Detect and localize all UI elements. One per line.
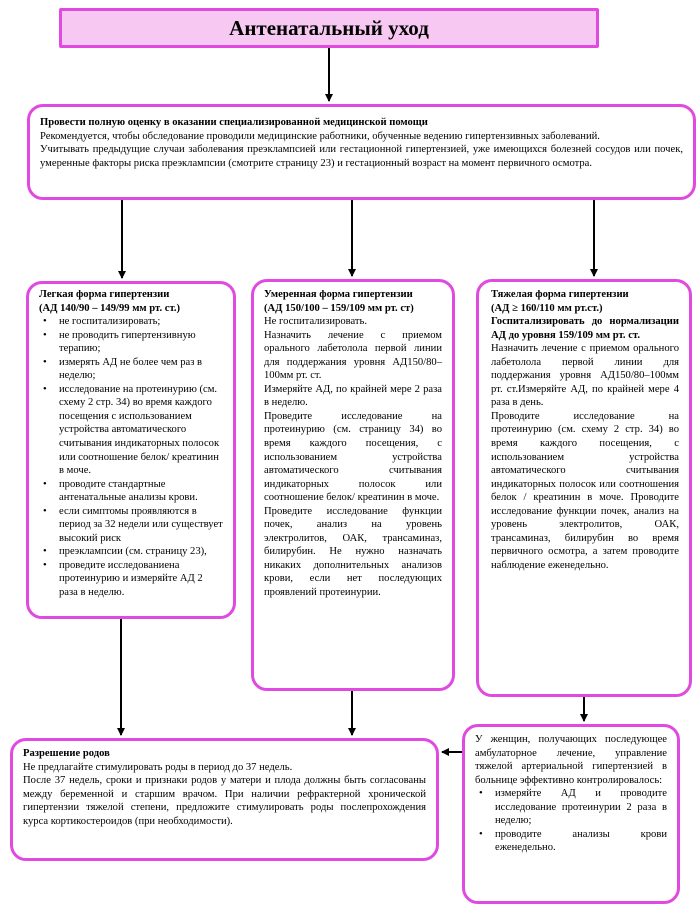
list-item: • измеряйте АД и проводите исследование протеинурии 2 раза в неделю; <box>475 787 667 828</box>
severe-subheading: (АД ≥ 160/110 мм рт.ст.) <box>491 302 603 314</box>
delivery-box <box>10 738 439 861</box>
mild-hypertension-box <box>26 281 236 619</box>
mild-list <box>39 315 223 599</box>
severe-paragraph: Проводите исследование на протеинурию (см. схему 2 стр. 34) во время каждого посещения, с использованием устройства автоматического считывания индикаторных полосок или соотношения белок / креатинин в моче. Проводите исследование функции почек, анализ на уровень электролитов, ОАК, трансаминаз, билирубин во время первичного осмотра, а затем проводите наблюдение еженедельно. <box>491 410 679 571</box>
severe-hypertension-box <box>476 279 692 697</box>
list-item: • измерять АД не более чем раз в неделю; <box>39 356 223 383</box>
severe-hospitalize-text: Госпитализировать до нормализации АД до уровня 159/109 мм рт. ст. <box>491 316 679 341</box>
moderate-paragraph: Назначить лечение с приемом орального лабетолола первой линии для поддержания уровня АД150/80–100мм рт. ст. <box>264 329 442 382</box>
list-item: • не проводить гипертензивную терапию; <box>39 329 223 356</box>
ambulatory-box <box>462 724 680 904</box>
moderate-hypertension-box <box>251 279 455 691</box>
list-item: • если симптомы проявляются в период за 32 недели или существует высокий риск <box>39 505 223 546</box>
list-item: • проводите стандартные антенатальные анализы крови. <box>39 478 223 505</box>
mild-heading: Легкая форма гипертензии <box>39 289 170 300</box>
assessment-line: Рекомендуется, чтобы обследование проводили медицинские работники, обученные ведению гипертензивных заболеваний. <box>40 130 600 142</box>
assessment-line: Учитывать предыдущие случаи заболевания преэклампсией или гестационной гипертензией, уже имеющихся болезней сосудов или почек, умеренные факторы риска преэклампсии (смотрите страницу 23) и гестационный возраст на момент первичного осмотра. <box>40 144 683 169</box>
delivery-paragraph: После 37 недель, сроки и признаки родов у матери и плода должны быть согласованы между беременной и старшим врачом. При наличии рефрактерной хронической гипертензии тяжелой степени, предложите стимулировать роды послепрохождения курса кортикостероидов (при необходимости). <box>23 775 426 827</box>
ambulatory-intro: У женщин, получающих последующее амбулаторное лечение, управление тяжелой артериальной гипертензией в больнице эффективно контролировалось: <box>475 734 667 786</box>
moderate-subheading: (АД 150/100 – 159/109 мм рт. ст) <box>264 302 414 314</box>
assessment-heading: Провести полную оценку в оказании специализированной медицинской помощи <box>40 117 428 128</box>
severe-heading: Тяжелая форма гипертензии <box>491 289 629 300</box>
diagram-title: Антенатальный уход <box>229 15 429 40</box>
moderate-paragraph: Проведите исследование на протеинурию (см. страницу 34) во время каждого посещения, с использованием устройства автоматического считывания индикаторных полосок или соотношение белок/ креатинин в моче. <box>264 410 442 504</box>
mild-subheading: (АД 140/90 – 149/99 мм рт. ст.) <box>39 302 181 314</box>
list-item: • преэклампсии (см. страницу 23), <box>39 545 223 559</box>
assessment-box <box>27 104 696 200</box>
moderate-paragraph: Измеряйте АД, по крайней мере 2 раза в неделю. <box>264 383 442 409</box>
list-item: • исследование на протеинурию (см. схему 2 стр. 34) во время каждого посещения с использованием устройства автоматического считывания индикаторных полосок или соотношение белок/ креатинин в моче. <box>39 383 223 478</box>
title-box <box>59 8 599 48</box>
moderate-paragraph: Проведите исследование функции почек, анализ на уровень электролитов, ОАК, трансаминаз, билирубин. Не нужно назначать никаких дополнительных анализов крови, если нет последующих проявлений протеинурии. <box>264 505 442 599</box>
ambulatory-list <box>475 787 667 855</box>
severe-paragraph: Назначить лечение с приемом орального лабетолола первой линии для поддержания уровня АД150/80–100мм рт. ст.Измеряйте АД, по крайней мере 4 раза в день. <box>491 343 679 409</box>
delivery-heading: Разрешение родов <box>23 748 110 759</box>
list-item: • не госпитализировать; <box>39 315 223 329</box>
list-item: • проводите анализы крови еженедельно. <box>475 828 667 855</box>
moderate-heading: Умеренная форма гипертензии <box>264 289 413 300</box>
delivery-paragraph: Не предлагайте стимулировать роды в период до 37 недель. <box>23 761 293 773</box>
moderate-paragraph: Не госпитализировать. <box>264 316 368 328</box>
list-item: • проведите исследованиена протеинурию и измеряйте АД 2 раза в неделю. <box>39 559 223 600</box>
